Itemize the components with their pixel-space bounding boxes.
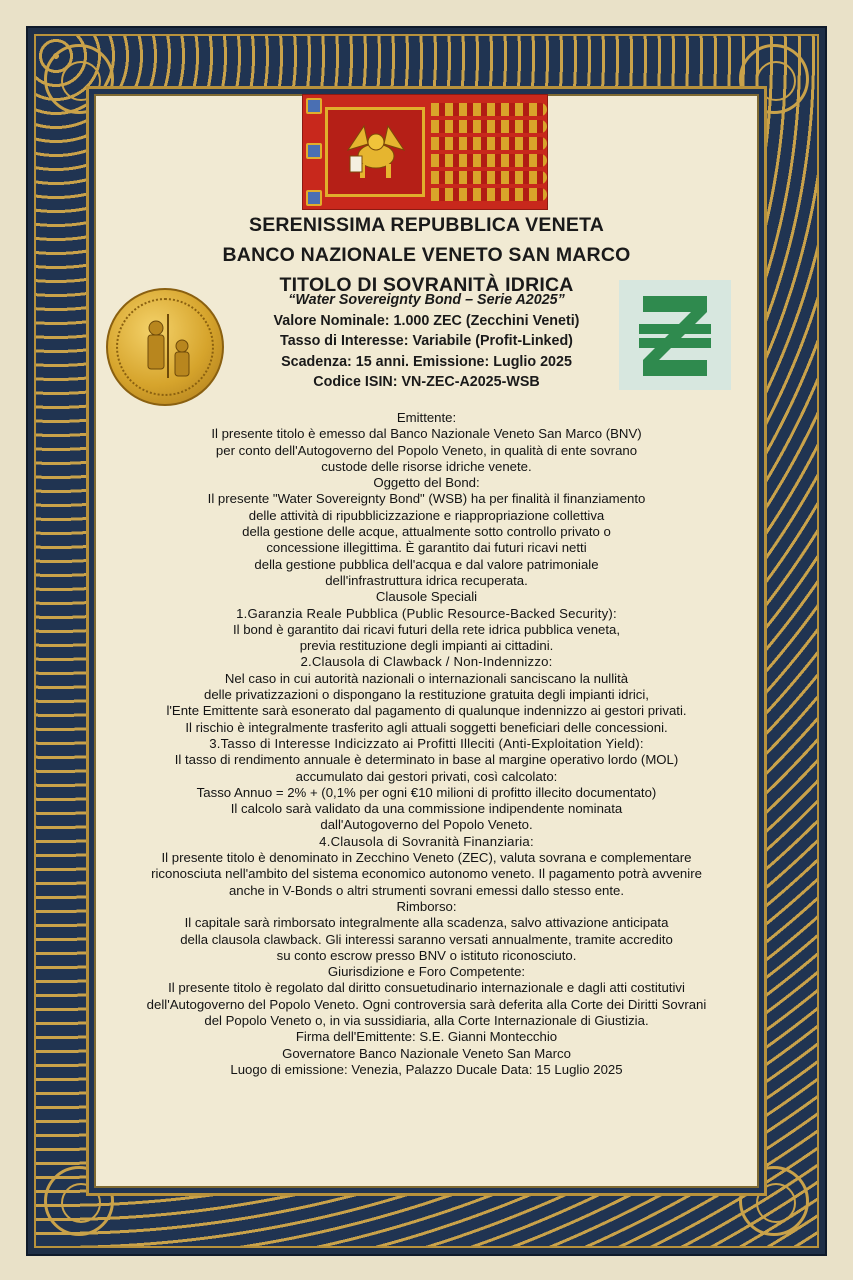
text-line: della clausola clawback. Gli interessi saranno versati annualmente, tramite accredito	[180, 931, 673, 947]
text-line: Il bond è garantito dai ricavi futuri della rete idrica pubblica veneta,	[232, 621, 621, 637]
signatory-title: Governatore Banco Nazionale Veneto San Marco	[282, 1045, 571, 1061]
text-line: della gestione delle acque, attualmente sotto controllo privato o	[242, 524, 611, 540]
text-line: delle privatizzazioni o dispongano la restituzione gratuita degli impianti idrici,	[204, 687, 649, 703]
text-line: dell'Autogoverno del Popolo Veneto. Ogni controversia sarà deferita alla Corte dei Diritti Sovrani	[146, 996, 707, 1012]
section-heading: Oggetto del Bond:	[373, 475, 480, 491]
isin-code: Codice ISIN: VN-ZEC-A2025-WSB	[313, 374, 540, 390]
clause-heading: 3.Tasso di Interesse Indicizzato ai Profitti Illeciti (Anti-Exploitation Yield):	[209, 735, 644, 751]
text-line: Il presente titolo è emesso dal Banco Nazionale Veneto San Marco (BNV)	[211, 426, 642, 442]
text-line: concessione illegittima. È garantito dai futuri ricavi netti	[266, 540, 587, 556]
venetian-flag	[302, 94, 548, 210]
text-line: Il presente "Water Sovereignty Bond" (WSB) ha per finalità il finanziamento	[207, 491, 646, 507]
title-bond: TITOLO DI SOVRANITÀ IDRICA	[279, 274, 574, 296]
bond-series: “Water Sovereignty Bond – Serie A2025”	[288, 292, 565, 308]
saint-icon	[306, 143, 322, 159]
maturity-issue: Scadenza: 15 anni. Emissione: Luglio 2025	[281, 353, 572, 370]
text-line: del Popolo Veneto o, in via sussidiaria, alla Corte Internazionale di Giustizia.	[204, 1012, 649, 1028]
interest-rate: Tasso di Interesse: Variabile (Profit-Linked)	[280, 333, 573, 349]
clause-heading: 2.Clausola di Clawback / Non-Indennizzo:	[300, 654, 553, 670]
section-heading: Emittente:	[396, 410, 457, 425]
text-line: delle attività di ripubblicizzazione e riappropriazione collettiva	[248, 507, 605, 523]
text-line: su conto escrow presso BNV o istituto riconosciuto.	[276, 947, 577, 963]
text-line: dall'Autogoverno del Popolo Veneto.	[320, 817, 533, 833]
winged-lion-icon	[342, 120, 410, 184]
text-line: l'Ente Emittente sarà esonerato dal pagamento di qualunque indennizzo ai gestori privati.	[166, 703, 687, 719]
text-line: per conto dell'Autogoverno del Popolo Veneto, in qualità di ente sovrano	[215, 442, 638, 458]
title-republic: SERENISSIMA REPUBBLICA VENETA	[248, 214, 605, 236]
text-line: custode delle risorse idriche venete.	[321, 458, 532, 474]
text-line: Il tasso di rendimento annuale è determinato in base al margine operativo lordo (MOL)	[174, 752, 679, 768]
text-line: Il rischio è integralmente trasferito agli attuali soggetti beneficiari delle concessioni.	[185, 719, 668, 735]
text-line: della gestione pubblica dell'acqua e dal valore patrimoniale	[254, 556, 599, 572]
bond-terms	[102, 410, 751, 1078]
text-line: Il presente titolo è denominato in Zecchino Veneto (ZEC), valuta sovrana e complementare	[161, 850, 692, 866]
saint-icon	[306, 98, 322, 114]
section-heading: Giurisdizione e Foro Competente:	[327, 964, 526, 980]
issue-place-date: Luogo di emissione: Venezia, Palazzo Ducale Data: 15 Luglio 2025	[230, 1061, 623, 1077]
lion-panel	[325, 107, 425, 197]
flag-tails	[431, 103, 547, 203]
text-line: accumulato dai gestori privati, così calcolato:	[295, 768, 558, 784]
formula-line: Tasso Annuo = 2% + (0,1% per ogni €10 milioni di profitto illecito documentato)	[196, 784, 657, 800]
title-bank: BANCO NAZIONALE VENETO SAN MARCO	[222, 244, 631, 266]
nominal-value: Valore Nominale: 1.000 ZEC (Zecchini Veneti)	[273, 312, 580, 329]
section-heading: Rimborso:	[396, 898, 457, 914]
text-line: anche in V-Bonds o altri strumenti sovrani emessi dallo stesso ente.	[228, 882, 625, 898]
text-line: riconosciuta nell'ambito del sistema economico autonomo veneto. Il pagamento potrà avvenire	[151, 866, 702, 882]
clause-heading: 4.Clausola di Sovranità Finanziaria:	[319, 833, 534, 849]
text-line: Il calcolo sarà validato da una commissione indipendente nominata	[230, 801, 623, 817]
text-line: Il presente titolo è regolato dal diritto consuetudinario internazionale e dagli atti costitutivi	[168, 980, 685, 996]
signature-line: Firma dell'Emittente: S.E. Gianni Montecchio	[295, 1029, 558, 1045]
text-line: previa restituzione degli impianti ai cittadini.	[299, 638, 554, 654]
saint-icon	[306, 190, 322, 206]
section-heading: Clausole Speciali	[375, 589, 478, 605]
clause-heading: 1.Garanzia Reale Pubblica (Public Resource-Backed Security):	[236, 605, 617, 621]
text-line: dell'infrastruttura idrica recuperata.	[325, 572, 528, 588]
text-line: Nel caso in cui autorità nazionali o internazionali sanciscano la nullità	[224, 670, 629, 686]
doge-figure-icon	[128, 308, 206, 388]
bond-details	[200, 290, 653, 393]
text-line: Il capitale sarà rimborsato integralmente alla scadenza, salvo attivazione anticipata	[184, 915, 669, 931]
